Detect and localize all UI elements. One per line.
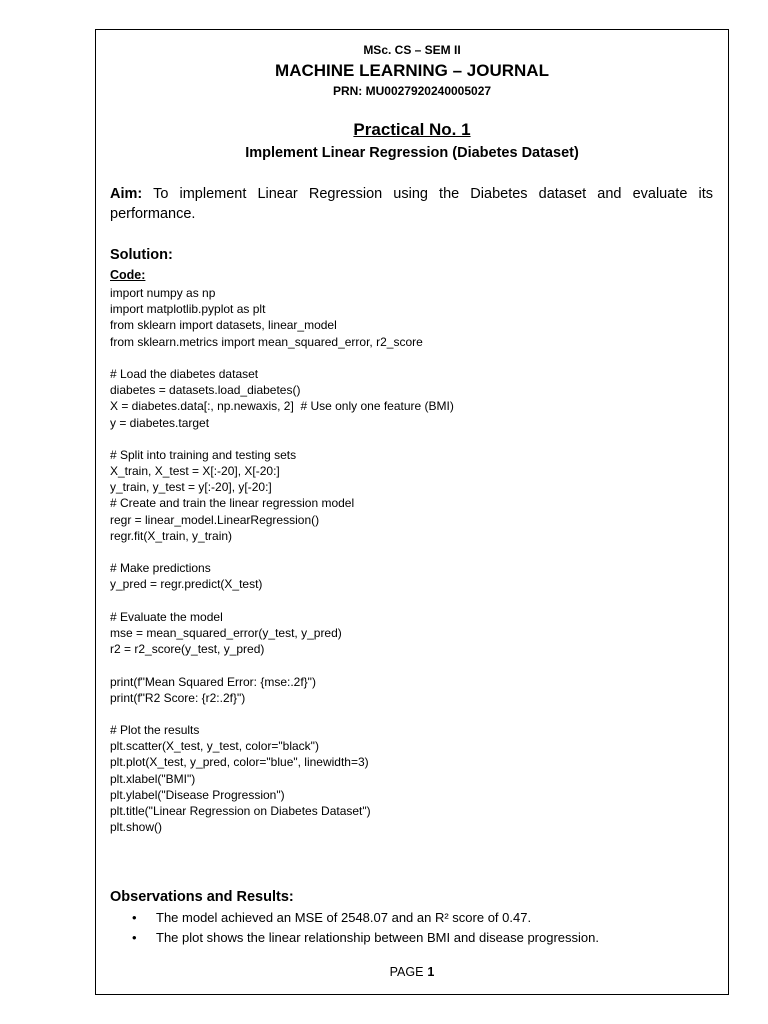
code-line: y = diabetes.target — [110, 415, 210, 430]
practical-subtitle: Implement Linear Regression (Diabetes Dataset) — [245, 145, 579, 161]
code-line: # Create and train the linear regression model — [110, 496, 355, 511]
code-line — [110, 431, 454, 447]
code-line: regr = linear_model.LinearRegression() — [110, 512, 320, 527]
prn-number: PRN: MU0027920240005027 — [332, 84, 492, 98]
code-line: # Split into training and testing sets — [110, 447, 297, 462]
code-line: plt.xlabel("BMI") — [110, 771, 196, 786]
code-line: plt.show() — [110, 820, 163, 835]
observations-heading: Observations and Results: — [110, 889, 294, 905]
journal-title: MACHINE LEARNING – JOURNAL — [275, 61, 549, 80]
solution-heading: Solution: — [110, 247, 173, 263]
code-line — [110, 593, 454, 609]
observation-item — [110, 908, 599, 928]
code-line — [110, 706, 454, 722]
practical-title: Practical No. 1 — [353, 120, 471, 139]
code-line: plt.title("Linear Regression on Diabetes Dataset") — [110, 804, 371, 818]
code-line — [110, 657, 454, 673]
code-line: X = diabetes.data[:, np.newaxis, 2] # Use only one feature (BMI) — [110, 399, 454, 414]
code-line: import numpy as np — [110, 286, 216, 300]
code-line: plt.ylabel("Disease Progression") — [110, 787, 285, 802]
code-line: # Evaluate the model — [110, 609, 223, 624]
aim-text: To implement Linear Regression using the Diabetes dataset and evaluate its performance. — [110, 186, 713, 222]
code-line: y_train, y_test = y[:-20], y[-20:] — [110, 480, 272, 495]
code-line: # Make predictions — [110, 561, 211, 576]
code-line: print(f"R2 Score: {r2:.2f}") — [110, 690, 246, 705]
code-line: print(f"Mean Squared Error: {mse:.2f}") — [110, 674, 316, 689]
observations-list — [110, 908, 599, 948]
code-line: from sklearn import datasets, linear_model — [110, 318, 337, 333]
code-line: from sklearn.metrics import mean_squared_error, r2_score — [110, 334, 423, 349]
code-line: diabetes = datasets.load_diabetes() — [110, 383, 301, 398]
code-heading: Code: — [110, 268, 146, 282]
code-line: # Plot the results — [110, 723, 200, 738]
course-header: MSc. CS – SEM II — [363, 43, 461, 57]
bullet-icon: • — [132, 930, 137, 945]
code-line — [110, 350, 454, 366]
page-label: PAGE — [389, 965, 424, 979]
code-line: plt.plot(X_test, y_pred, color="blue", linewidth=3) — [110, 755, 369, 770]
aim-label: Aim: — [110, 186, 143, 202]
code-line: plt.scatter(X_test, y_test, color="black") — [110, 739, 319, 754]
observation-text: The model achieved an MSE of 2548.07 and an R² score of 0.47. — [156, 910, 532, 925]
code-block — [110, 285, 454, 835]
code-line: r2 = r2_score(y_test, y_pred) — [110, 642, 265, 657]
code-line: mse = mean_squared_error(y_test, y_pred) — [110, 625, 342, 640]
code-line: X_train, X_test = X[:-20], X[-20:] — [110, 464, 280, 479]
observation-text: The plot shows the linear relationship between BMI and disease progression. — [156, 930, 599, 945]
observation-item — [110, 928, 599, 948]
code-line — [110, 544, 454, 560]
page-number: 1 — [427, 965, 435, 979]
code-line: import matplotlib.pyplot as plt — [110, 302, 266, 317]
code-line: y_pred = regr.predict(X_test) — [110, 577, 263, 592]
aim-paragraph — [110, 184, 713, 224]
code-line: # Load the diabetes dataset — [110, 366, 259, 381]
bullet-icon: • — [132, 910, 137, 925]
code-line: regr.fit(X_train, y_train) — [110, 528, 233, 543]
page-footer — [95, 965, 729, 979]
